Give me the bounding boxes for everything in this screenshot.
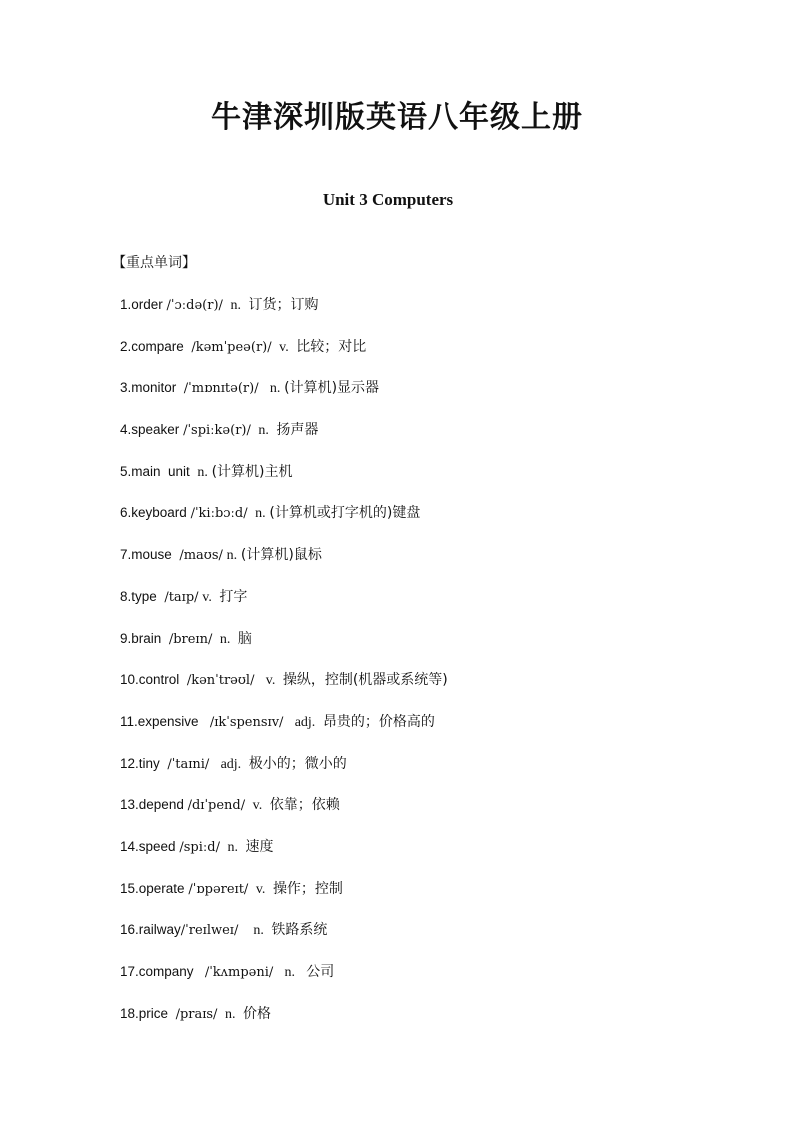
section-label: 【重点单词】: [112, 255, 196, 271]
entry-spacer: [199, 714, 210, 729]
entry-meaning: 极小的；微小的: [248, 755, 347, 772]
entry-phonetic: /ˈkʌmpəni/: [204, 965, 274, 980]
vocabulary-entry: [120, 628, 448, 670]
entry-spacer: [272, 339, 280, 354]
entry-meaning: (计算机)鼠标: [240, 547, 322, 564]
entry-part-of-speech: n.: [227, 839, 238, 855]
entry-phonetic: /ˈreɪlweɪ/: [180, 923, 239, 939]
entry-part-of-speech: v.: [279, 339, 289, 355]
entry-meaning: 公司: [306, 964, 335, 980]
entry-number: 6.: [120, 505, 132, 521]
entry-phonetic: /dɪˈpend/: [187, 798, 246, 814]
entry-spacer: [217, 1006, 225, 1021]
entry-spacer: [235, 1006, 243, 1021]
entry-phonetic: /spiːd/: [179, 839, 220, 855]
entry-part-of-speech: v.: [265, 673, 276, 689]
vocabulary-entry: [120, 711, 448, 753]
entry-part-of-speech: n.: [226, 548, 238, 564]
vocabulary-list: [120, 294, 448, 1044]
entry-word: price: [138, 1005, 169, 1021]
entry-word: main unit: [131, 463, 190, 479]
entry-number: 5.: [120, 463, 132, 479]
entry-spacer: [161, 631, 169, 646]
entry-phonetic: /ˈɒpəreɪt/: [188, 881, 249, 897]
entry-spacer: [275, 672, 283, 687]
entry-meaning: (计算机)显示器: [284, 380, 380, 397]
entry-word: mouse: [131, 547, 172, 563]
entry-part-of-speech: n.: [255, 506, 266, 522]
entry-phonetic: /kənˈtrəʊl/: [186, 673, 255, 689]
vocabulary-entry: [120, 794, 448, 836]
entry-number: 3.: [120, 380, 132, 396]
entry-meaning: (计算机)主机: [211, 463, 293, 480]
entry-meaning: 速度: [245, 838, 274, 855]
entry-phonetic: /ˈkiːbɔːd/: [190, 506, 248, 522]
vocabulary-entry: [120, 836, 448, 878]
entry-word: speaker: [131, 422, 180, 438]
entry-number: 2.: [120, 338, 132, 354]
entry-meaning: 比较；对比: [296, 338, 367, 355]
vocabulary-entry: [120, 336, 448, 378]
vocabulary-entry: [120, 878, 448, 920]
entry-word: speed: [138, 838, 176, 854]
vocabulary-entry: [120, 544, 448, 586]
entry-part-of-speech: n.: [258, 423, 269, 439]
entry-word: expensive: [137, 713, 199, 729]
entry-number: 18.: [120, 1005, 139, 1021]
entry-part-of-speech: v.: [255, 881, 266, 897]
entry-part-of-speech: n.: [219, 631, 231, 647]
entry-spacer: [194, 964, 205, 979]
entry-number: 4.: [120, 422, 132, 438]
entry-number: 13.: [120, 797, 139, 813]
entry-spacer: [254, 672, 265, 687]
entry-spacer: [262, 797, 270, 812]
entry-meaning: 打字: [219, 588, 248, 605]
entry-meaning: 扬声器: [276, 422, 319, 439]
vocabulary-entry: [120, 669, 448, 711]
entry-part-of-speech: n.: [284, 965, 296, 980]
unit-title: Unit 3 Computers: [322, 190, 454, 209]
entry-number: 14.: [120, 838, 139, 854]
entry-part-of-speech: n.: [224, 1006, 236, 1022]
entry-spacer: [273, 964, 284, 979]
entry-phonetic: /breɪn/: [168, 631, 213, 647]
entry-spacer: [176, 380, 184, 395]
entry-meaning: 铁路系统: [271, 922, 328, 939]
vocabulary-entry: [120, 419, 448, 461]
entry-number: 8.: [120, 588, 132, 604]
entry-part-of-speech: v.: [252, 798, 263, 814]
vocabulary-entry: [120, 919, 448, 961]
entry-number: 17.: [120, 964, 139, 979]
entry-part-of-speech: n.: [230, 298, 241, 313]
document-title: 牛津深圳版英语八年级上册: [211, 100, 583, 135]
entry-meaning: 依靠；依赖: [269, 797, 340, 814]
entry-part-of-speech: adj.: [220, 756, 242, 772]
entry-number: 10.: [120, 672, 139, 688]
entry-phonetic: /ˈɔːdə(r)/: [166, 298, 223, 313]
entry-word: depend: [138, 797, 184, 813]
entry-meaning: 操纵，控制(机器或系统等): [282, 672, 448, 689]
entry-word: order: [131, 297, 163, 312]
entry-meaning: (计算机或打字机的)键盘: [269, 505, 421, 522]
entry-spacer: [295, 964, 306, 979]
vocabulary-entry: [120, 377, 448, 419]
entry-word: railway: [138, 922, 181, 938]
entry-word: tiny: [138, 755, 160, 771]
vocabulary-entry: [120, 1003, 448, 1045]
entry-meaning: 操作；控制: [272, 880, 343, 897]
entry-phonetic: /ˈtaɪni/: [167, 756, 210, 772]
entry-phonetic: /ˈmɒnɪtə(r)/: [183, 381, 259, 397]
vocabulary-entry: [120, 502, 448, 544]
vocabulary-entry: [120, 586, 448, 628]
vocabulary-entry: [120, 753, 448, 795]
entry-number: 1.: [120, 297, 132, 312]
entry-phonetic: /praɪs/: [175, 1006, 218, 1022]
entry-spacer: [283, 714, 294, 729]
entry-part-of-speech: n.: [253, 923, 264, 939]
entry-word: monitor: [131, 380, 177, 396]
entry-spacer: [168, 1006, 176, 1021]
vocabulary-entry: [120, 294, 448, 336]
entry-number: 11.: [120, 713, 138, 729]
entry-spacer: [230, 631, 238, 646]
entry-number: 7.: [120, 547, 132, 563]
entry-word: compare: [131, 338, 184, 354]
entry-word: operate: [138, 880, 185, 896]
entry-spacer: [259, 380, 270, 395]
entry-meaning: 昂贵的；价格高的: [322, 713, 435, 730]
entry-phonetic: /ɪkˈspensɪv/: [209, 714, 284, 730]
entry-spacer: [248, 881, 256, 896]
entry-phonetic: /maʊs/: [179, 548, 223, 564]
entry-spacer: [265, 881, 273, 896]
entry-word: type: [131, 588, 157, 604]
entry-word: keyboard: [131, 505, 187, 521]
entry-spacer: [241, 756, 249, 771]
entry-part-of-speech: n.: [269, 381, 281, 397]
entry-spacer: [209, 756, 220, 771]
entry-spacer: [238, 922, 253, 937]
entry-part-of-speech: v.: [202, 589, 212, 605]
vocabulary-entry: [120, 461, 448, 503]
entry-spacer: [179, 672, 187, 687]
entry-spacer: [315, 714, 323, 729]
entry-word: control: [138, 672, 180, 688]
entry-number: 15.: [120, 880, 139, 896]
entry-spacer: [212, 631, 220, 646]
entry-phonetic: /ˈspiːkə(r)/: [183, 423, 251, 439]
entry-word: brain: [131, 630, 162, 646]
entry-number: 9.: [120, 630, 132, 646]
entry-number: 12.: [120, 755, 139, 771]
entry-meaning: 价格: [242, 1005, 271, 1022]
entry-meaning: 脑: [237, 630, 252, 647]
entry-meaning: 订货；订购: [248, 297, 319, 313]
entry-phonetic: /kəmˈpeə(r)/: [191, 339, 272, 355]
entry-phonetic: /taɪp/: [164, 589, 199, 605]
entry-part-of-speech: adj.: [294, 714, 316, 730]
entry-word: company: [138, 964, 194, 979]
entry-number: 16.: [120, 922, 139, 938]
vocabulary-entry: [120, 961, 448, 1003]
entry-spacer: [238, 839, 246, 854]
entry-spacer: [245, 797, 253, 812]
entry-part-of-speech: n.: [197, 464, 208, 480]
